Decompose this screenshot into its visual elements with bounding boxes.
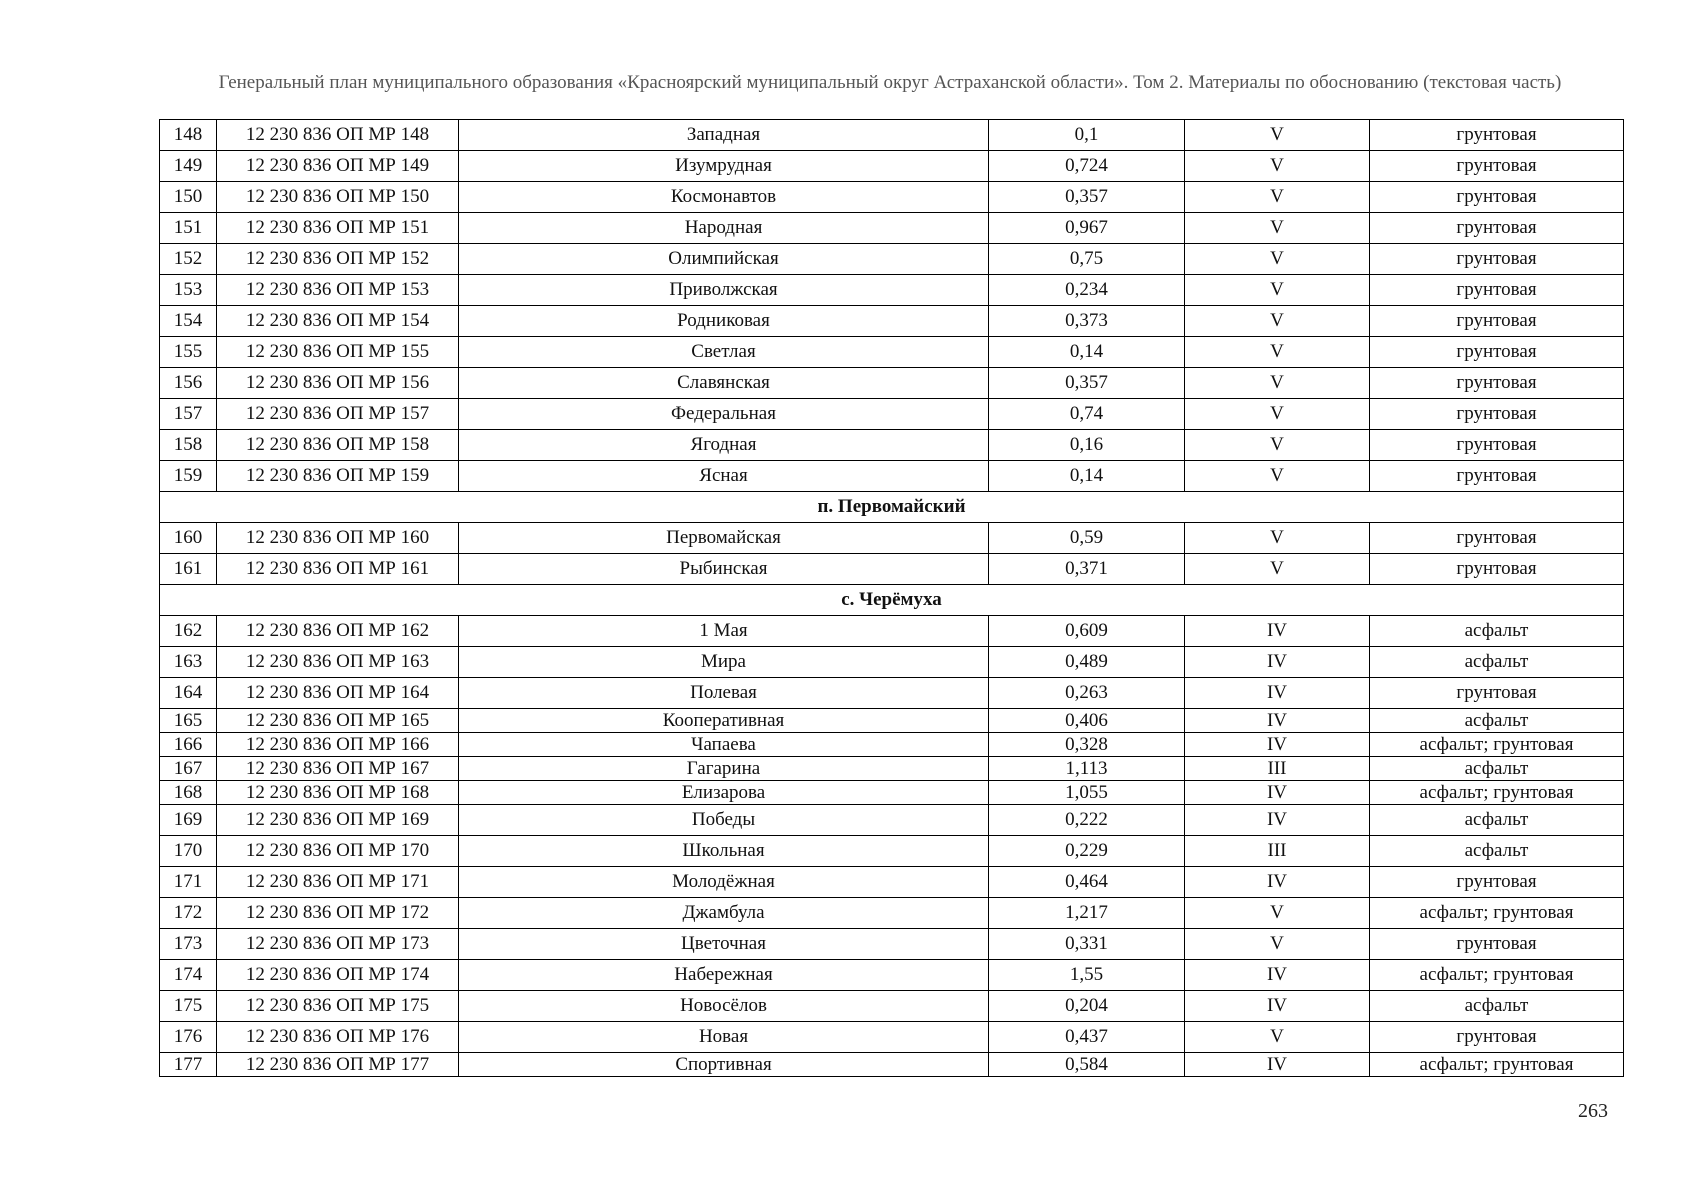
cell-category: V [1185,182,1370,213]
cell-road-id: 12 230 836 ОП МР 160 [217,523,459,554]
cell-number: 151 [160,213,217,244]
table-row [160,213,1624,244]
cell-surface: асфальт; грунтовая [1370,781,1624,805]
cell-surface: грунтовая [1370,523,1624,554]
table-row [160,898,1624,929]
cell-category: V [1185,430,1370,461]
cell-number: 156 [160,368,217,399]
cell-surface: грунтовая [1370,430,1624,461]
cell-category: IV [1185,867,1370,898]
cell-category: V [1185,151,1370,182]
cell-category: V [1185,120,1370,151]
cell-surface: асфальт [1370,805,1624,836]
cell-length: 0,724 [989,151,1185,182]
cell-category: V [1185,337,1370,368]
cell-street-name: Славянская [459,368,989,399]
cell-category: V [1185,368,1370,399]
cell-surface: грунтовая [1370,213,1624,244]
cell-category: IV [1185,781,1370,805]
table-row [160,960,1624,991]
table-row [160,678,1624,709]
cell-street-name: Рыбинская [459,554,989,585]
cell-number: 164 [160,678,217,709]
table-row [160,244,1624,275]
cell-road-id: 12 230 836 ОП МР 163 [217,647,459,678]
cell-surface: асфальт [1370,647,1624,678]
cell-category: V [1185,275,1370,306]
cell-surface: асфальт; грунтовая [1370,960,1624,991]
cell-street-name: Народная [459,213,989,244]
cell-number: 159 [160,461,217,492]
table-row [160,805,1624,836]
cell-road-id: 12 230 836 ОП МР 164 [217,678,459,709]
cell-number: 177 [160,1053,217,1077]
cell-number: 152 [160,244,217,275]
cell-street-name: Олимпийская [459,244,989,275]
table-row [160,991,1624,1022]
table-row [160,709,1624,733]
cell-length: 0,1 [989,120,1185,151]
cell-length: 0,584 [989,1053,1185,1077]
cell-street-name: Федеральная [459,399,989,430]
roads-table [159,119,1624,1077]
cell-surface: грунтовая [1370,275,1624,306]
table-row [160,306,1624,337]
cell-street-name: Полевая [459,678,989,709]
cell-surface: грунтовая [1370,151,1624,182]
cell-street-name: Чапаева [459,733,989,757]
cell-category: IV [1185,616,1370,647]
cell-surface: асфальт [1370,836,1624,867]
cell-length: 0,371 [989,554,1185,585]
cell-street-name: Новая [459,1022,989,1053]
cell-street-name: Молодёжная [459,867,989,898]
cell-category: V [1185,244,1370,275]
table-row [160,399,1624,430]
cell-length: 0,489 [989,647,1185,678]
cell-category: V [1185,399,1370,430]
cell-street-name: Космонавтов [459,182,989,213]
cell-length: 0,75 [989,244,1185,275]
cell-street-name: Западная [459,120,989,151]
cell-road-id: 12 230 836 ОП МР 165 [217,709,459,733]
cell-number: 173 [160,929,217,960]
cell-category: V [1185,898,1370,929]
cell-road-id: 12 230 836 ОП МР 162 [217,616,459,647]
cell-surface: грунтовая [1370,678,1624,709]
cell-road-id: 12 230 836 ОП МР 151 [217,213,459,244]
table-row [160,867,1624,898]
cell-category: IV [1185,1053,1370,1077]
cell-category: IV [1185,991,1370,1022]
cell-surface: грунтовая [1370,244,1624,275]
cell-length: 0,328 [989,733,1185,757]
cell-road-id: 12 230 836 ОП МР 155 [217,337,459,368]
cell-number: 148 [160,120,217,151]
cell-street-name: Мира [459,647,989,678]
cell-number: 158 [160,430,217,461]
cell-number: 154 [160,306,217,337]
cell-surface: грунтовая [1370,337,1624,368]
cell-street-name: Цветочная [459,929,989,960]
page-header: Генеральный план муниципального образования «Красноярский муниципальный округ Астраханской области». Том 2. Материалы по обоснованию (текстовая часть) [218,72,1562,93]
cell-number: 168 [160,781,217,805]
cell-length: 0,16 [989,430,1185,461]
cell-number: 172 [160,898,217,929]
cell-length: 1,217 [989,898,1185,929]
cell-road-id: 12 230 836 ОП МР 156 [217,368,459,399]
cell-surface: грунтовая [1370,399,1624,430]
cell-road-id: 12 230 836 ОП МР 166 [217,733,459,757]
cell-surface: грунтовая [1370,1022,1624,1053]
cell-surface: асфальт; грунтовая [1370,898,1624,929]
cell-road-id: 12 230 836 ОП МР 148 [217,120,459,151]
cell-surface: грунтовая [1370,461,1624,492]
cell-street-name: Набережная [459,960,989,991]
table-row [160,1022,1624,1053]
cell-surface: грунтовая [1370,929,1624,960]
cell-surface: грунтовая [1370,306,1624,337]
cell-category: III [1185,836,1370,867]
cell-street-name: Родниковая [459,306,989,337]
cell-category: V [1185,929,1370,960]
cell-road-id: 12 230 836 ОП МР 172 [217,898,459,929]
cell-length: 0,437 [989,1022,1185,1053]
cell-length: 0,464 [989,867,1185,898]
cell-surface: асфальт; грунтовая [1370,1053,1624,1077]
cell-street-name: Новосёлов [459,991,989,1022]
table-row [160,151,1624,182]
cell-number: 166 [160,733,217,757]
cell-street-name: Победы [459,805,989,836]
cell-length: 0,373 [989,306,1185,337]
cell-surface: асфальт [1370,616,1624,647]
cell-street-name: Гагарина [459,757,989,781]
cell-road-id: 12 230 836 ОП МР 173 [217,929,459,960]
cell-number: 157 [160,399,217,430]
cell-surface: грунтовая [1370,182,1624,213]
table-row [160,182,1624,213]
roads-table-body [160,120,1624,1077]
cell-category: V [1185,306,1370,337]
cell-category: V [1185,213,1370,244]
cell-number: 167 [160,757,217,781]
cell-length: 0,229 [989,836,1185,867]
cell-road-id: 12 230 836 ОП МР 167 [217,757,459,781]
cell-number: 153 [160,275,217,306]
cell-street-name: Первомайская [459,523,989,554]
cell-street-name: Кооперативная [459,709,989,733]
cell-street-name: Джамбула [459,898,989,929]
cell-category: V [1185,554,1370,585]
cell-length: 0,357 [989,368,1185,399]
cell-street-name: Изумрудная [459,151,989,182]
cell-number: 174 [160,960,217,991]
cell-category: IV [1185,960,1370,991]
table-row [160,836,1624,867]
table-row [160,120,1624,151]
cell-number: 162 [160,616,217,647]
cell-street-name: Ясная [459,461,989,492]
cell-length: 0,59 [989,523,1185,554]
cell-number: 163 [160,647,217,678]
cell-road-id: 12 230 836 ОП МР 169 [217,805,459,836]
cell-category: IV [1185,709,1370,733]
cell-road-id: 12 230 836 ОП МР 149 [217,151,459,182]
cell-road-id: 12 230 836 ОП МР 175 [217,991,459,1022]
cell-number: 165 [160,709,217,733]
cell-length: 0,14 [989,337,1185,368]
cell-length: 0,263 [989,678,1185,709]
table-row [160,275,1624,306]
cell-road-id: 12 230 836 ОП МР 168 [217,781,459,805]
cell-category: IV [1185,647,1370,678]
cell-number: 175 [160,991,217,1022]
cell-number: 155 [160,337,217,368]
cell-street-name: Ягодная [459,430,989,461]
cell-category: IV [1185,805,1370,836]
table-row [160,929,1624,960]
cell-surface: асфальт [1370,709,1624,733]
cell-number: 176 [160,1022,217,1053]
section-title: с. Черёмуха [160,585,1624,616]
cell-road-id: 12 230 836 ОП МР 176 [217,1022,459,1053]
table-row [160,523,1624,554]
table-row [160,647,1624,678]
cell-surface: грунтовая [1370,120,1624,151]
table-row [160,616,1624,647]
cell-length: 1,113 [989,757,1185,781]
cell-road-id: 12 230 836 ОП МР 150 [217,182,459,213]
cell-category: IV [1185,678,1370,709]
table-row [160,1053,1624,1077]
cell-road-id: 12 230 836 ОП МР 152 [217,244,459,275]
cell-category: V [1185,461,1370,492]
cell-length: 0,331 [989,929,1185,960]
cell-street-name: Спортивная [459,1053,989,1077]
cell-length: 1,55 [989,960,1185,991]
table-row [160,781,1624,805]
cell-category: V [1185,523,1370,554]
table-row [160,757,1624,781]
cell-number: 149 [160,151,217,182]
cell-length: 0,406 [989,709,1185,733]
table-row [160,461,1624,492]
table-row [160,337,1624,368]
cell-street-name: 1 Мая [459,616,989,647]
cell-surface: асфальт; грунтовая [1370,733,1624,757]
cell-number: 150 [160,182,217,213]
cell-road-id: 12 230 836 ОП МР 153 [217,275,459,306]
cell-surface: асфальт [1370,757,1624,781]
cell-road-id: 12 230 836 ОП МР 170 [217,836,459,867]
cell-road-id: 12 230 836 ОП МР 154 [217,306,459,337]
cell-length: 0,204 [989,991,1185,1022]
cell-number: 170 [160,836,217,867]
cell-length: 0,234 [989,275,1185,306]
table-row [160,733,1624,757]
cell-road-id: 12 230 836 ОП МР 161 [217,554,459,585]
cell-surface: грунтовая [1370,368,1624,399]
table-row [160,554,1624,585]
cell-length: 0,357 [989,182,1185,213]
cell-street-name: Елизарова [459,781,989,805]
cell-street-name: Школьная [459,836,989,867]
section-title: п. Первомайский [160,492,1624,523]
cell-street-name: Светлая [459,337,989,368]
cell-length: 0,222 [989,805,1185,836]
cell-surface: грунтовая [1370,554,1624,585]
cell-road-id: 12 230 836 ОП МР 159 [217,461,459,492]
cell-number: 160 [160,523,217,554]
cell-street-name: Приволжская [459,275,989,306]
cell-category: III [1185,757,1370,781]
cell-category: V [1185,1022,1370,1053]
cell-category: IV [1185,733,1370,757]
cell-length: 0,967 [989,213,1185,244]
page-number: 263 [1578,1100,1608,1122]
cell-length: 0,609 [989,616,1185,647]
cell-number: 169 [160,805,217,836]
cell-length: 1,055 [989,781,1185,805]
cell-surface: грунтовая [1370,867,1624,898]
cell-road-id: 12 230 836 ОП МР 171 [217,867,459,898]
cell-surface: асфальт [1370,991,1624,1022]
cell-number: 171 [160,867,217,898]
table-row [160,368,1624,399]
table-row [160,430,1624,461]
cell-road-id: 12 230 836 ОП МР 177 [217,1053,459,1077]
cell-length: 0,14 [989,461,1185,492]
cell-road-id: 12 230 836 ОП МР 157 [217,399,459,430]
cell-road-id: 12 230 836 ОП МР 158 [217,430,459,461]
section-row [160,585,1624,616]
cell-length: 0,74 [989,399,1185,430]
section-row [160,492,1624,523]
cell-road-id: 12 230 836 ОП МР 174 [217,960,459,991]
cell-number: 161 [160,554,217,585]
